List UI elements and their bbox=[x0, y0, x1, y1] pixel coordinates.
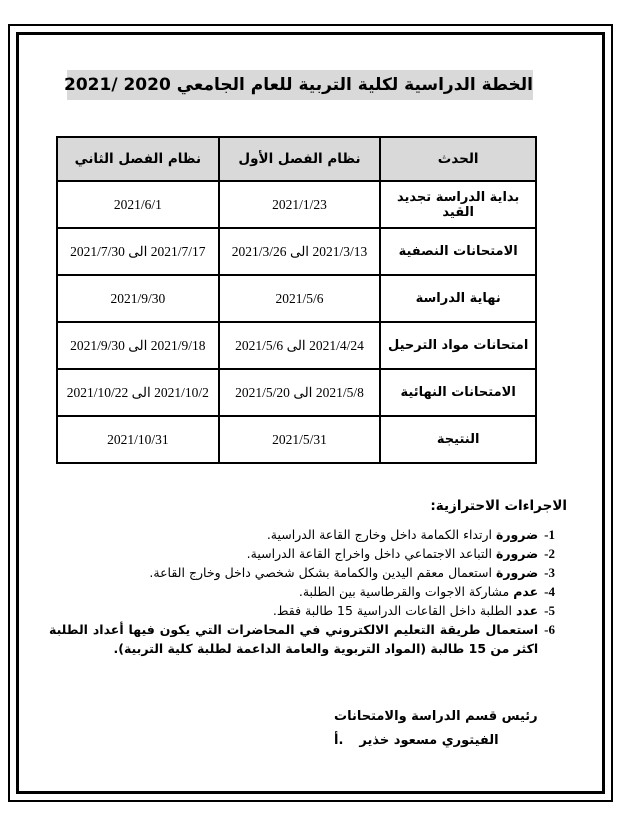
second-semester-date: 2021/10/31 bbox=[57, 416, 219, 463]
signature-title-prefix: أ. bbox=[334, 733, 344, 748]
item-text: ضرورة ارتداء الكمامة داخل وخارج القاعة الدراسية. bbox=[266, 527, 539, 542]
precaution-item bbox=[49, 525, 555, 544]
table-header-row bbox=[57, 137, 536, 181]
precautions-list bbox=[49, 525, 555, 658]
first-semester-date: 2021/5/6 bbox=[219, 275, 381, 322]
item-number: 6- bbox=[544, 622, 555, 637]
event-label: بداية الدراسة تجديد القيد bbox=[380, 181, 536, 228]
table-row bbox=[57, 275, 536, 322]
precaution-item bbox=[49, 582, 555, 601]
table-row bbox=[57, 181, 536, 228]
semester-schedule-table bbox=[56, 136, 537, 464]
first-semester-date: 2021/3/13 الى 2021/3/26 bbox=[219, 228, 381, 275]
second-semester-date: 2021/7/17 الى 2021/7/30 bbox=[57, 228, 219, 275]
first-semester-date: 2021/1/23 bbox=[219, 181, 381, 228]
item-number: 4- bbox=[544, 584, 555, 599]
precaution-item bbox=[49, 601, 555, 620]
item-text: عدد الطلبة داخل القاعات الدراسية 15 طالبة فقط. bbox=[272, 603, 539, 618]
item-number: 1- bbox=[544, 527, 555, 542]
header-first-semester: نظام الفصل الأول bbox=[219, 137, 381, 181]
header-second-semester: نظام الفصل الثاني bbox=[57, 137, 219, 181]
precaution-item bbox=[49, 563, 555, 582]
second-semester-date: 2021/9/18 الى 2021/9/30 bbox=[57, 322, 219, 369]
page-outer-frame bbox=[8, 24, 613, 802]
event-label: نهاية الدراسة bbox=[380, 275, 536, 322]
first-semester-date: 2021/5/8 الى 2021/5/20 bbox=[219, 369, 381, 416]
item-text: عدم مشاركة الاجوات والقرطاسية بين الطلبة. bbox=[298, 584, 539, 599]
item-text: ضرورة استعمال معقم اليدين والكمامة بشكل شخصي داخل وخارج القاعة. bbox=[149, 565, 539, 580]
signature-name-line bbox=[334, 730, 554, 752]
item-text: استعمال طريقة التعليم الالكتروني في المحاضرات التي يكون فيها أعداد الطلبة اكثر من 15 طالبة (المواد التربوية والعامة الداعمة لطلبة كلية التربية). bbox=[49, 622, 539, 656]
second-semester-date: 2021/10/2 الى 2021/10/22 bbox=[57, 369, 219, 416]
item-number: 2- bbox=[544, 546, 555, 561]
signature-role: رئيس قسم الدراسة والامتحانات bbox=[334, 709, 538, 724]
precautions-heading: الاجراءات الاحترازية: bbox=[430, 498, 567, 514]
table-row bbox=[57, 369, 536, 416]
page-inner-frame bbox=[16, 32, 605, 794]
event-label: النتيجة bbox=[380, 416, 536, 463]
table-row bbox=[57, 228, 536, 275]
item-number: 5- bbox=[544, 603, 555, 618]
precaution-item bbox=[49, 544, 555, 563]
table-row bbox=[57, 416, 536, 463]
precaution-item bbox=[49, 620, 555, 658]
event-label: الامتحانات النصفية bbox=[380, 228, 536, 275]
event-label: الامتحانات النهائية bbox=[380, 369, 536, 416]
second-semester-date: 2021/6/1 bbox=[57, 181, 219, 228]
signature-name: الفيتوري مسعود خذير bbox=[359, 733, 499, 748]
item-number: 3- bbox=[544, 565, 555, 580]
table-row bbox=[57, 322, 536, 369]
item-text: ضرورة التباعد الاجتماعي داخل واخراج القاعة الدراسية. bbox=[246, 546, 539, 561]
second-semester-date: 2021/9/30 bbox=[57, 275, 219, 322]
signature-block bbox=[334, 706, 554, 752]
first-semester-date: 2021/5/31 bbox=[219, 416, 381, 463]
document-title: الخطة الدراسية لكلية التربية للعام الجامعي 2020 /2021 bbox=[67, 70, 533, 100]
event-label: امتحانات مواد الترحيل bbox=[380, 322, 536, 369]
header-event: الحدث bbox=[380, 137, 536, 181]
first-semester-date: 2021/4/24 الى 2021/5/6 bbox=[219, 322, 381, 369]
